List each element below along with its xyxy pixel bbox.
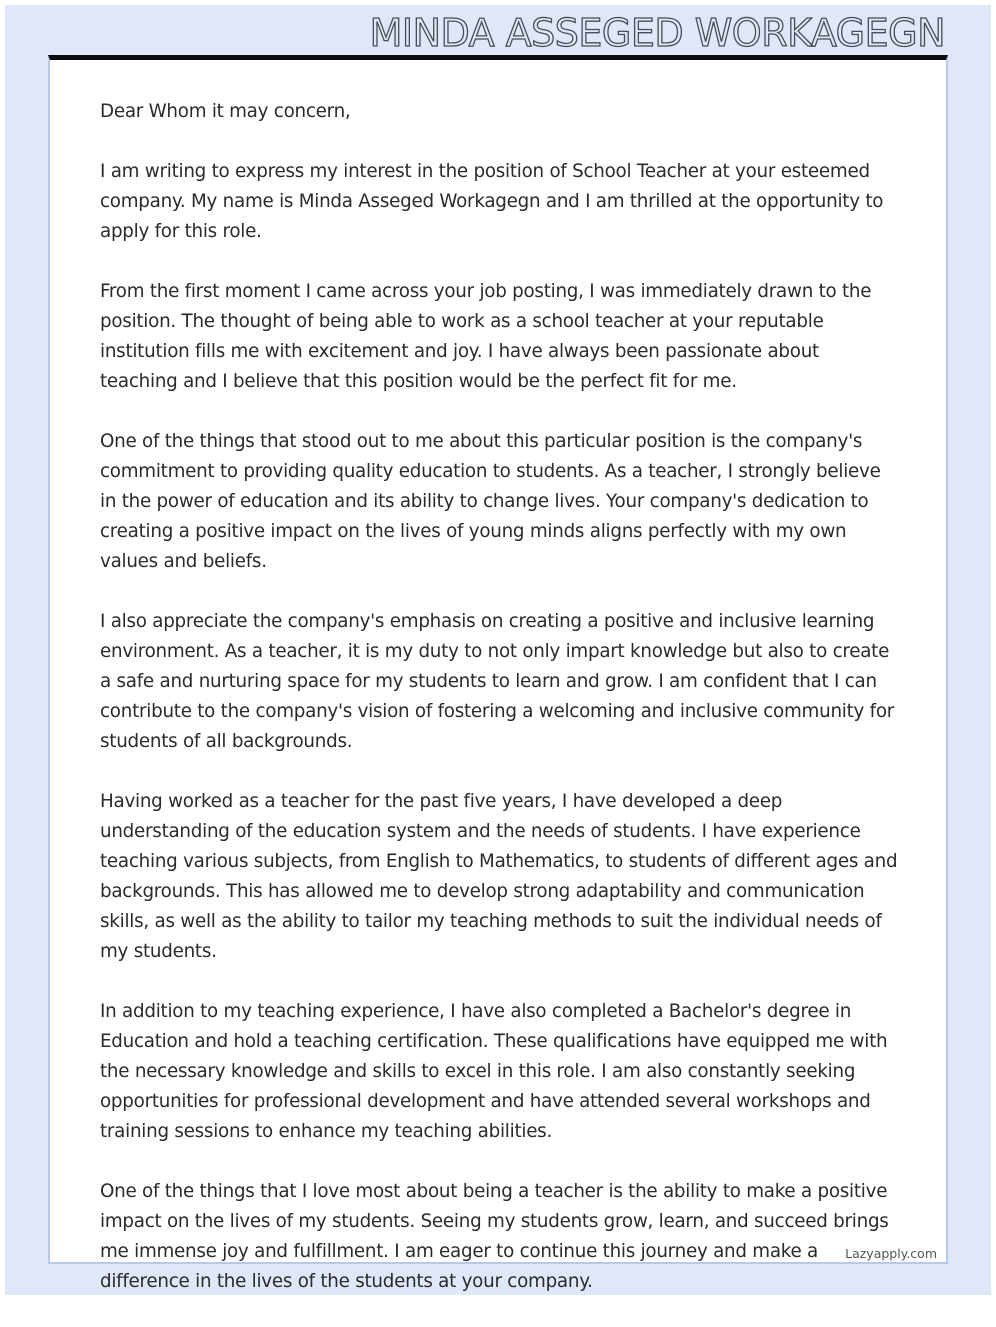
paragraph-5: Having worked as a teacher for the past five years, I have developed a deep understanding of the education system and the needs of students. I have experience teaching various subjects, from English to Mathematics, to students of different ages and backgrounds. This has allowed me to develop strong adaptability and communication skills, as well as the ability to tailor my teaching methods to suit the individual needs of my students. [100, 791, 898, 962]
applicant-name-heading: MINDA ASSEGED WORKAGEGN [369, 11, 945, 55]
paragraph-4: I also appreciate the company's emphasis on creating a positive and inclusive learning environment. As a teacher, it is my duty to not only impart knowledge but also to create a safe and nurturing space for my students to learn and grow. I am confident that I can contribute to the company's vision of fostering a welcoming and inclusive community for students of all backgrounds. [100, 611, 895, 752]
watermark-label: Lazyapply.com [845, 1246, 937, 1261]
letter-body [100, 97, 900, 1327]
paragraph-2: From the first moment I came across your job posting, I was immediately drawn to the position. The thought of being able to work as a school teacher at your reputable institution fills me with excitement and joy. I have always been passionate about teaching and I believe that this position would be the perfect fit for me. [100, 281, 872, 392]
paragraph-7: One of the things that I love most about being a teacher is the ability to make a positive impact on the lives of my students. Seeing my students grow, learn, and succeed brings me immense joy and fulfillment. I am eager to continue this journey and make a difference in the lives of the students at your company. [100, 1181, 889, 1292]
salutation: Dear Whom it may concern, [100, 101, 351, 122]
paragraph-3: One of the things that stood out to me about this particular position is the company's commitment to providing quality education to students. As a teacher, I strongly believe in the power of education and its ability to change lives. Your company's dedication to creating a positive impact on the lives of young minds aligns perfectly with my own values and beliefs. [100, 431, 881, 572]
paragraph-6: In addition to my teaching experience, I have also completed a Bachelor's degree in Education and hold a teaching certification. These qualifications have equipped me with the necessary knowledge and skills to excel in this role. I am also constantly seeking opportunities for professional development and have attended several workshops and training sessions to enhance my teaching abilities. [100, 1001, 888, 1142]
paragraph-1: I am writing to express my interest in the position of School Teacher at your esteemed company. My name is Minda Asseged Workagegn and I am thrilled at the opportunity to apply for this role. [100, 161, 884, 242]
